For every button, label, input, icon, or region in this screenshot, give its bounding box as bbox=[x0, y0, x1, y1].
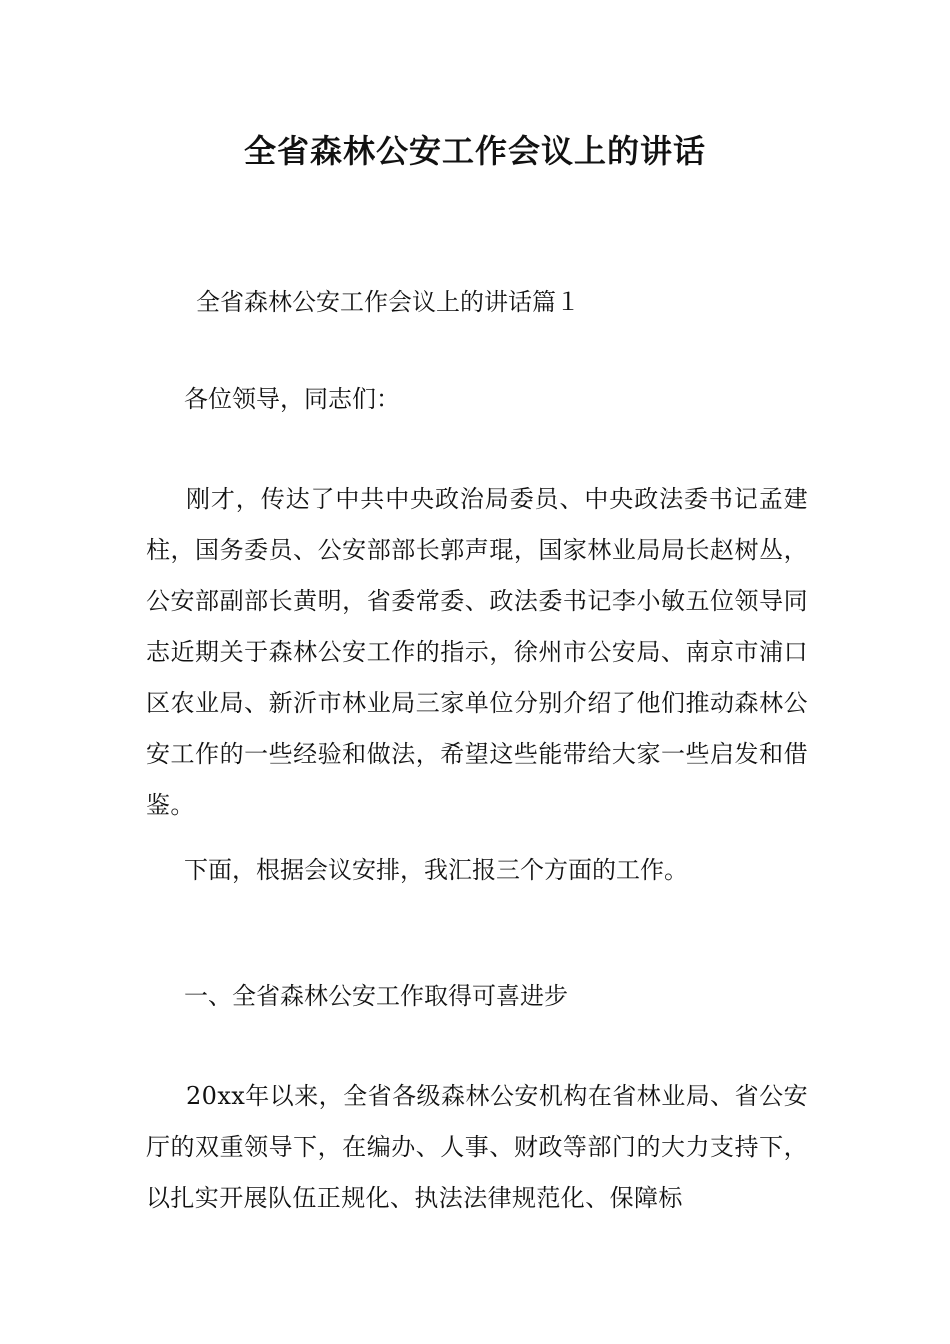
paragraph-agenda: 下面，根据会议安排，我汇报三个方面的工作。 bbox=[184, 856, 688, 884]
page-title: 全省森林公安工作会议上的讲话 bbox=[243, 132, 706, 170]
paragraph-progress: 20xx年以来，全省各级森林公安机构在省林业局、省公安厅的双重领导下，在编办、人事、财政等部门的大力支持下，以扎实开展队伍正规化、执法法律规范化、保障标 bbox=[146, 1082, 808, 1212]
section-subtitle: 全省森林公安工作会议上的讲话篇１ bbox=[196, 288, 580, 316]
paragraph-intro: 刚才，传达了中共中央政治局委员、中央政法委书记孟建柱，国务委员、公安部部长郭声琨，国家林业局局长赵树丛，公安部副部长黄明，省委常委、政法委书记李小敏五位领导同志近期关于森林公安工作的指示，徐州市公安局、南京市浦口区农业局、新沂市林业局三家单位分别介绍了他们推动森林公安工作的一些经验和做法，希望这些能带给大家一些启发和借鉴。 bbox=[146, 485, 808, 819]
salutation: 各位领导，同志们： bbox=[184, 385, 400, 413]
section-heading-1: 一、全省森林公安工作取得可喜进步 bbox=[184, 982, 568, 1010]
